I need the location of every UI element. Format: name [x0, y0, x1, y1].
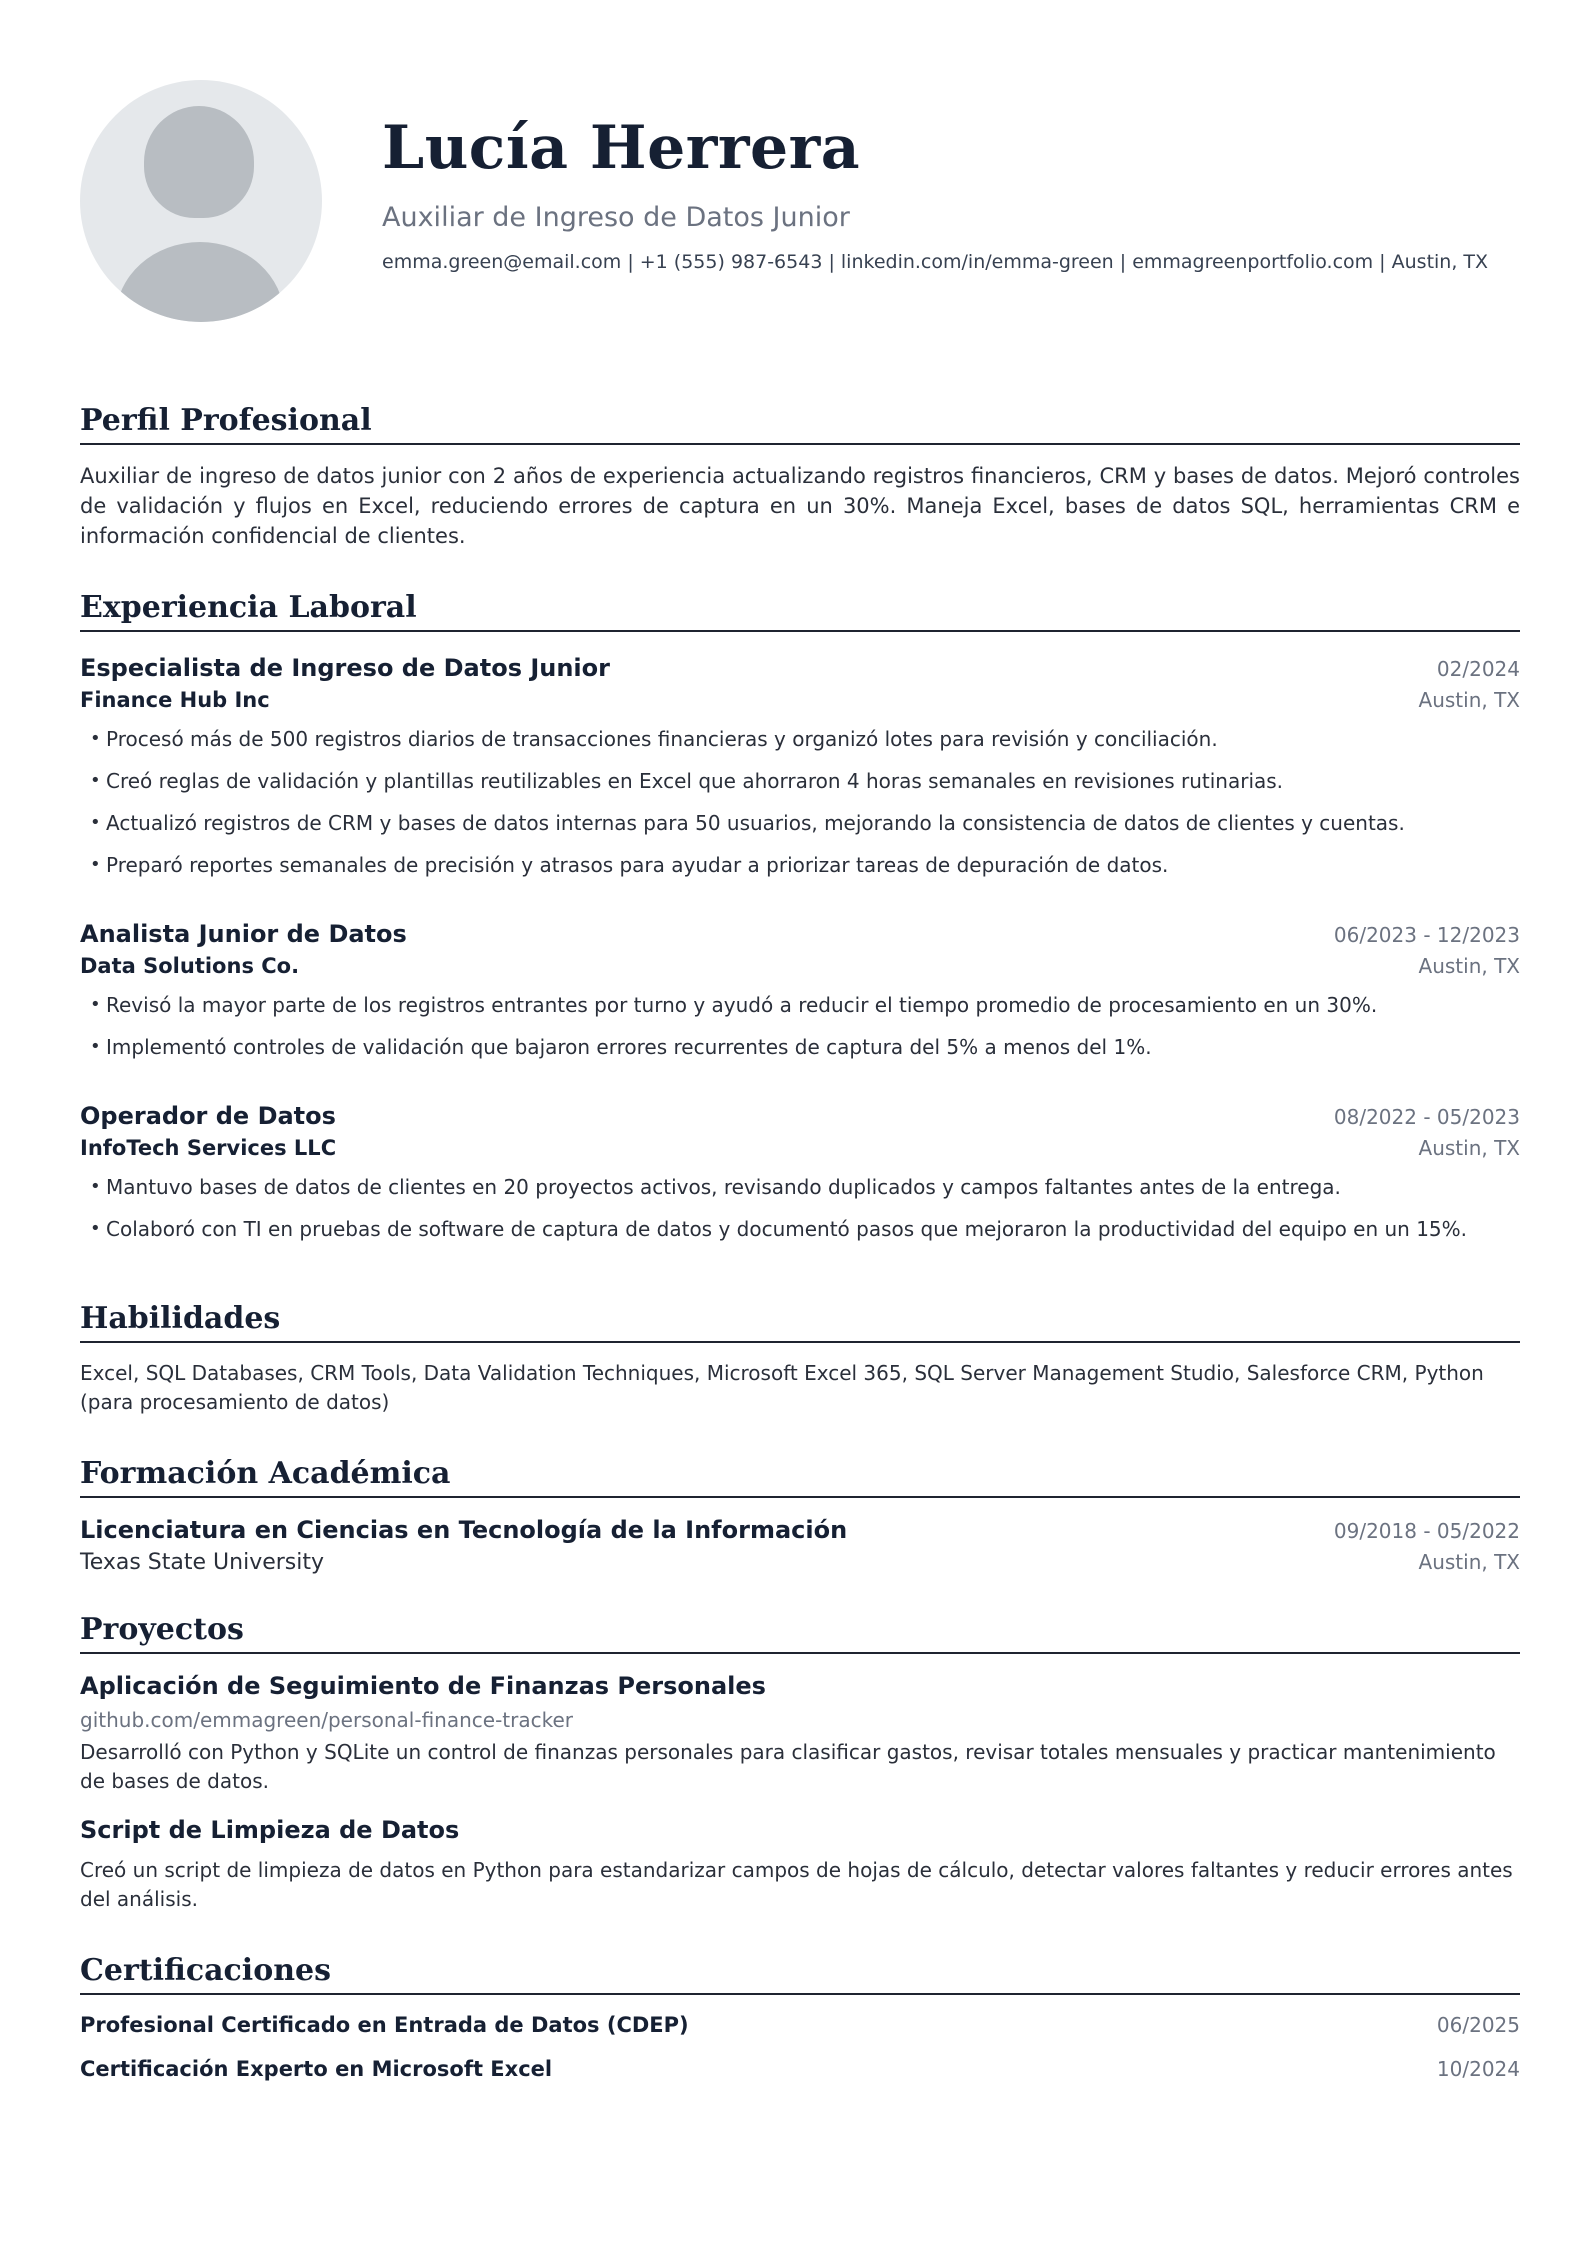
avatar-head-shape: [144, 106, 254, 218]
certification-date: 06/2025: [1436, 2013, 1520, 2037]
header-text: [382, 113, 1489, 273]
project-link[interactable]: github.com/emmagreen/personal-finance-tracker: [80, 1708, 573, 1732]
job-date: 02/2024: [1436, 657, 1520, 681]
certification-name: Certificación Experto en Microsoft Excel: [80, 2057, 553, 2081]
certification-date: 10/2024: [1436, 2057, 1520, 2081]
bullet-item: • Revisó la mayor parte de los registros entrantes por turno y ayudó a reducir el tiempo promedio de procesamiento en un 30%.: [90, 993, 1378, 1017]
job-bullets: [80, 718, 1520, 886]
job-company: Finance Hub Inc: [80, 688, 270, 712]
bullet-text: Implementó controles de validación que bajaron errores recurrentes de captura del 5% a menos del 1%.: [106, 1035, 1152, 1059]
job-bullets: [80, 1166, 1520, 1250]
section-title-projects: Proyectos: [80, 1613, 1520, 1654]
project-name: Aplicación de Seguimiento de Finanzas Personales: [80, 1672, 766, 1700]
bullet-item: • Implementó controles de validación que bajaron errores recurrentes de captura del 5% a menos del 1%.: [90, 1035, 1152, 1059]
contact-line: emma.green@email.com | +1 (555) 987-6543 | linkedin.com/in/emma-green | emmagreenportfolio.com | Austin, TX: [382, 251, 1489, 273]
job-date: 08/2022 - 05/2023: [1333, 1105, 1520, 1129]
project-entry: [80, 1816, 1520, 1914]
job-entry: [80, 920, 1520, 1068]
job-bullets: [80, 984, 1520, 1068]
profile-text: Auxiliar de ingreso de datos junior con 2 años de experiencia actualizando registros financieros, CRM y bases de datos. Mejoró controles de validación y flujos en Excel, reduciendo errores de captura en un 30%. Maneja Excel, bases de datos SQL, herramientas CRM e información confidencial de clientes.: [80, 464, 1520, 548]
job-location: Austin, TX: [1418, 1136, 1520, 1160]
project-name: Script de Limpieza de Datos: [80, 1816, 460, 1844]
job-company: Data Solutions Co.: [80, 954, 300, 978]
school-name: Texas State University: [80, 1550, 325, 1575]
avatar-body-shape: [116, 242, 284, 322]
bullet-item: • Colaboró con TI en pruebas de software de captura de datos y documentó pasos que mejoraron la productividad del equipo en un 15%.: [90, 1217, 1468, 1241]
job-date: 06/2023 - 12/2023: [1333, 923, 1520, 947]
project-description: Desarrolló con Python y SQLite un control de finanzas personales para clasificar gastos, revisar totales mensuales y practicar mantenimiento de bases de datos.: [80, 1740, 1496, 1793]
job-entry: [80, 654, 1520, 886]
candidate-role: Auxiliar de Ingreso de Datos Junior: [382, 202, 850, 233]
section-title-education: Formación Académica: [80, 1457, 1520, 1498]
job-title: Especialista de Ingreso de Datos Junior: [80, 654, 610, 682]
certification-name: Profesional Certificado en Entrada de Datos (CDEP): [80, 2013, 689, 2037]
bullet-item: • Actualizó registros de CRM y bases de datos internas para 50 usuarios, mejorando la consistencia de datos de clientes y cuentas.: [90, 811, 1405, 835]
bullet-item: • Creó reglas de validación y plantillas reutilizables en Excel que ahorraron 4 horas semanales en revisiones rutinarias.: [90, 769, 1284, 793]
job-entry: [80, 1102, 1520, 1250]
job-location: Austin, TX: [1418, 954, 1520, 978]
resume-header: [80, 0, 1520, 390]
education-date: 09/2018 - 05/2022: [1333, 1519, 1520, 1543]
job-company: InfoTech Services LLC: [80, 1136, 337, 1160]
experience-section: [80, 591, 1520, 1250]
bullet-item: • Procesó más de 500 registros diarios de transacciones financieras y organizó lotes para revisión y conciliación.: [90, 727, 1218, 751]
section-title-experience: Experiencia Laboral: [80, 591, 1520, 632]
education-section: [80, 1457, 1520, 1575]
avatar: [80, 80, 322, 322]
certifications-section: [80, 1954, 1520, 2081]
section-title-certifications: Certificaciones: [80, 1954, 1520, 1995]
projects-section: [80, 1613, 1520, 1914]
certification-item: [80, 2057, 1520, 2081]
bullet-item: • Preparó reportes semanales de precisión y atrasos para ayudar a priorizar tareas de depuración de datos.: [90, 853, 1169, 877]
job-title: Analista Junior de Datos: [80, 920, 407, 948]
bullet-text: Preparó reportes semanales de precisión y atrasos para ayudar a priorizar tareas de depuración de datos.: [106, 853, 1169, 877]
education-entry: [80, 1516, 1520, 1575]
bullet-text: Colaboró con TI en pruebas de software de captura de datos y documentó pasos que mejoraron la productividad del equipo en un 15%.: [106, 1217, 1468, 1241]
bullet-text: Creó reglas de validación y plantillas reutilizables en Excel que ahorraron 4 horas semanales en revisiones rutinarias.: [106, 769, 1284, 793]
bullet-text: Procesó más de 500 registros diarios de transacciones financieras y organizó lotes para revisión y conciliación.: [106, 727, 1218, 751]
bullet-text: Actualizó registros de CRM y bases de datos internas para 50 usuarios, mejorando la consistencia de datos de clientes y cuentas.: [106, 811, 1405, 835]
bullet-text: Mantuvo bases de datos de clientes en 20 proyectos activos, revisando duplicados y campos faltantes antes de la entrega.: [106, 1175, 1341, 1199]
skills-section: [80, 1302, 1520, 1417]
bullet-item: • Mantuvo bases de datos de clientes en 20 proyectos activos, revisando duplicados y campos faltantes antes de la entrega.: [90, 1175, 1341, 1199]
job-location: Austin, TX: [1418, 688, 1520, 712]
degree-title: Licenciatura en Ciencias en Tecnología de la Información: [80, 1516, 848, 1544]
project-entry: [80, 1672, 1520, 1796]
project-description: Creó un script de limpieza de datos en Python para estandarizar campos de hojas de cálculo, detectar valores faltantes y reducir errores antes del análisis.: [80, 1858, 1513, 1911]
certification-item: [80, 2013, 1520, 2037]
bullet-text: Revisó la mayor parte de los registros entrantes por turno y ayudó a reducir el tiempo promedio de procesamiento en un 30%.: [106, 993, 1378, 1017]
job-title: Operador de Datos: [80, 1102, 336, 1130]
profile-section: [80, 404, 1520, 551]
section-title-skills: Habilidades: [80, 1302, 1520, 1343]
skills-text: Excel, SQL Databases, CRM Tools, Data Validation Techniques, Microsoft Excel 365, SQL Server Management Studio, Salesforce CRM, Python (para procesamiento de datos): [80, 1361, 1484, 1414]
school-location: Austin, TX: [1418, 1550, 1520, 1574]
candidate-name: Lucía Herrera: [382, 113, 861, 183]
section-title-profile: Perfil Profesional: [80, 404, 1520, 445]
